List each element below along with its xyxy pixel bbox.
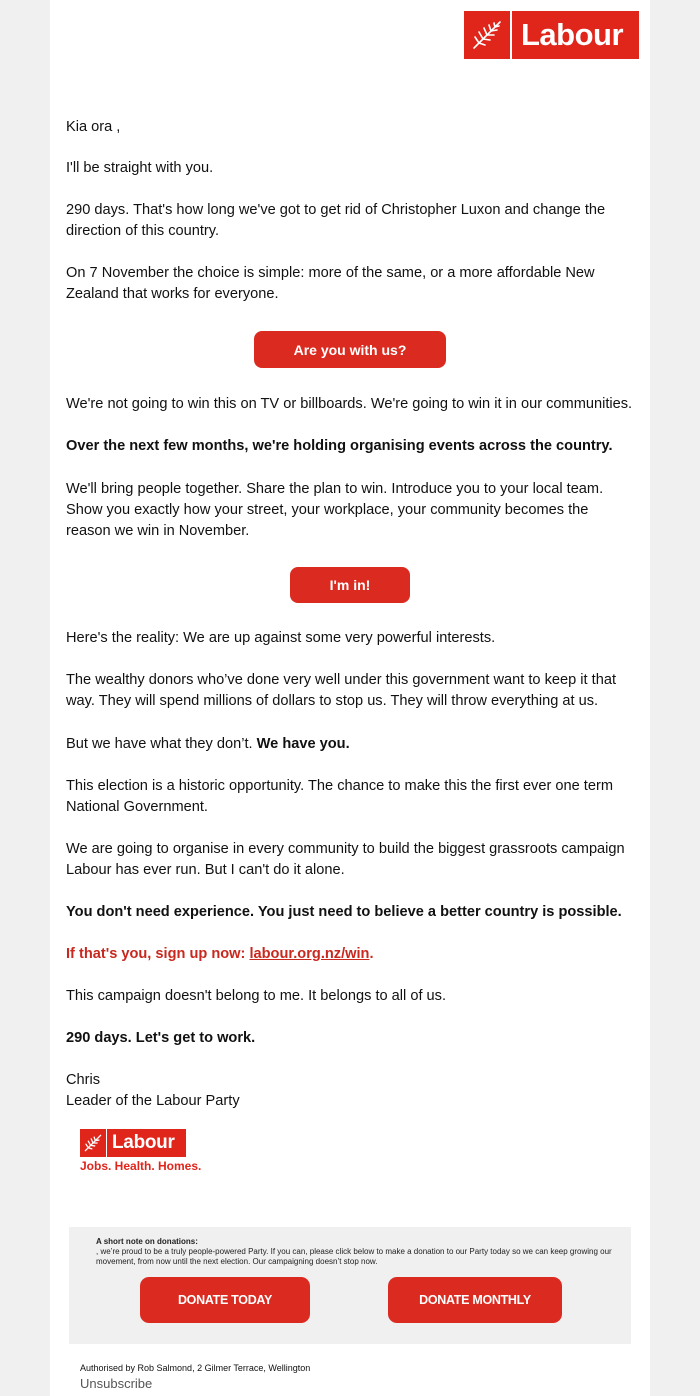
authorised-statement: Authorised by Rob Salmond, 2 Gilmer Terrace, Wellington bbox=[80, 1363, 311, 1373]
paragraph-3: On 7 November the choice is simple: more of the same, or a more affordable New Zealand that works for everyone. bbox=[66, 265, 595, 302]
logo-wordmark: Labour bbox=[521, 17, 624, 52]
paragraph-9 bbox=[66, 734, 636, 755]
labour-logo-small[interactable] bbox=[80, 1129, 201, 1173]
email-body bbox=[50, 0, 650, 1396]
signup-text: If that's you, sign up now: bbox=[66, 946, 246, 962]
paragraph-10: This election is a historic opportunity. The chance to make this the first ever one term National Government. bbox=[66, 778, 613, 815]
donation-panel bbox=[69, 1227, 631, 1344]
paragraph-7: Here's the reality: We are up against some very powerful interests. bbox=[66, 630, 496, 646]
signature-title: Leader of the Labour Party bbox=[66, 1093, 240, 1109]
donation-heading: A short note on donations: bbox=[96, 1237, 198, 1246]
paragraph-1: I'll be straight with you. bbox=[66, 160, 214, 176]
paragraph-6: We'll bring people together. Share the plan to win. Introduce you to your local team. Show you exactly how your street, your workplace, your community becomes the reason we win in November. bbox=[66, 481, 604, 539]
donate-monthly-button[interactable]: DONATE MONTHLY bbox=[388, 1277, 562, 1323]
unsubscribe-link[interactable]: Unsubscribe bbox=[80, 1376, 153, 1391]
paragraph-15: 290 days. Let's get to work. bbox=[66, 1030, 256, 1046]
donation-note bbox=[96, 1237, 616, 1267]
paragraph-8: The wealthy donors who’ve done very well under this government want to keep it that way. They will spend millions of dollars to stop us. They will throw everything at us. bbox=[66, 672, 617, 709]
signup-period: . bbox=[369, 946, 374, 962]
greeting: Kia ora , bbox=[66, 119, 121, 135]
paragraph-5: Over the next few months, we're holding organising events across the country. bbox=[66, 438, 613, 454]
donation-text: , we’re proud to be a truly people-powered Party. If you can, please click below to make a donation to our Party today so we can keep growing our movement, from now until the next election. Our campaigning doesn’t stop now. bbox=[96, 1247, 612, 1266]
logo-tagline: Jobs. Health. Homes. bbox=[80, 1159, 202, 1173]
signature-name: Chris bbox=[66, 1072, 101, 1088]
paragraph-13 bbox=[66, 944, 636, 965]
paragraph-12: You don't need experience. You just need to believe a better country is possible. bbox=[66, 904, 622, 920]
im-in-button[interactable]: I'm in! bbox=[290, 567, 410, 603]
paragraph-4: We're not going to win this on TV or billboards. We're going to win it in our communities. bbox=[66, 396, 633, 412]
paragraph-14: This campaign doesn't belong to me. It belongs to all of us. bbox=[66, 988, 447, 1004]
paragraph-9-text: But we have what they don’t. bbox=[66, 736, 253, 752]
paragraph-9-bold: We have you. bbox=[256, 736, 350, 752]
fern-icon bbox=[80, 1129, 106, 1157]
donate-today-button[interactable]: DONATE TODAY bbox=[140, 1277, 310, 1323]
paragraph-2: 290 days. That's how long we've got to get rid of Christopher Luxon and change the direction of this country. bbox=[66, 202, 606, 239]
paragraph-11: We are going to organise in every community to build the biggest grassroots campaign Labour has ever run. But I can't do it alone. bbox=[66, 841, 625, 878]
are-you-with-us-button[interactable]: Are you with us? bbox=[254, 331, 446, 368]
signup-link[interactable]: labour.org.nz/win bbox=[249, 946, 370, 962]
fern-icon bbox=[464, 11, 510, 59]
labour-logo[interactable] bbox=[464, 11, 639, 59]
logo-wordmark-small: Labour bbox=[112, 1132, 175, 1153]
